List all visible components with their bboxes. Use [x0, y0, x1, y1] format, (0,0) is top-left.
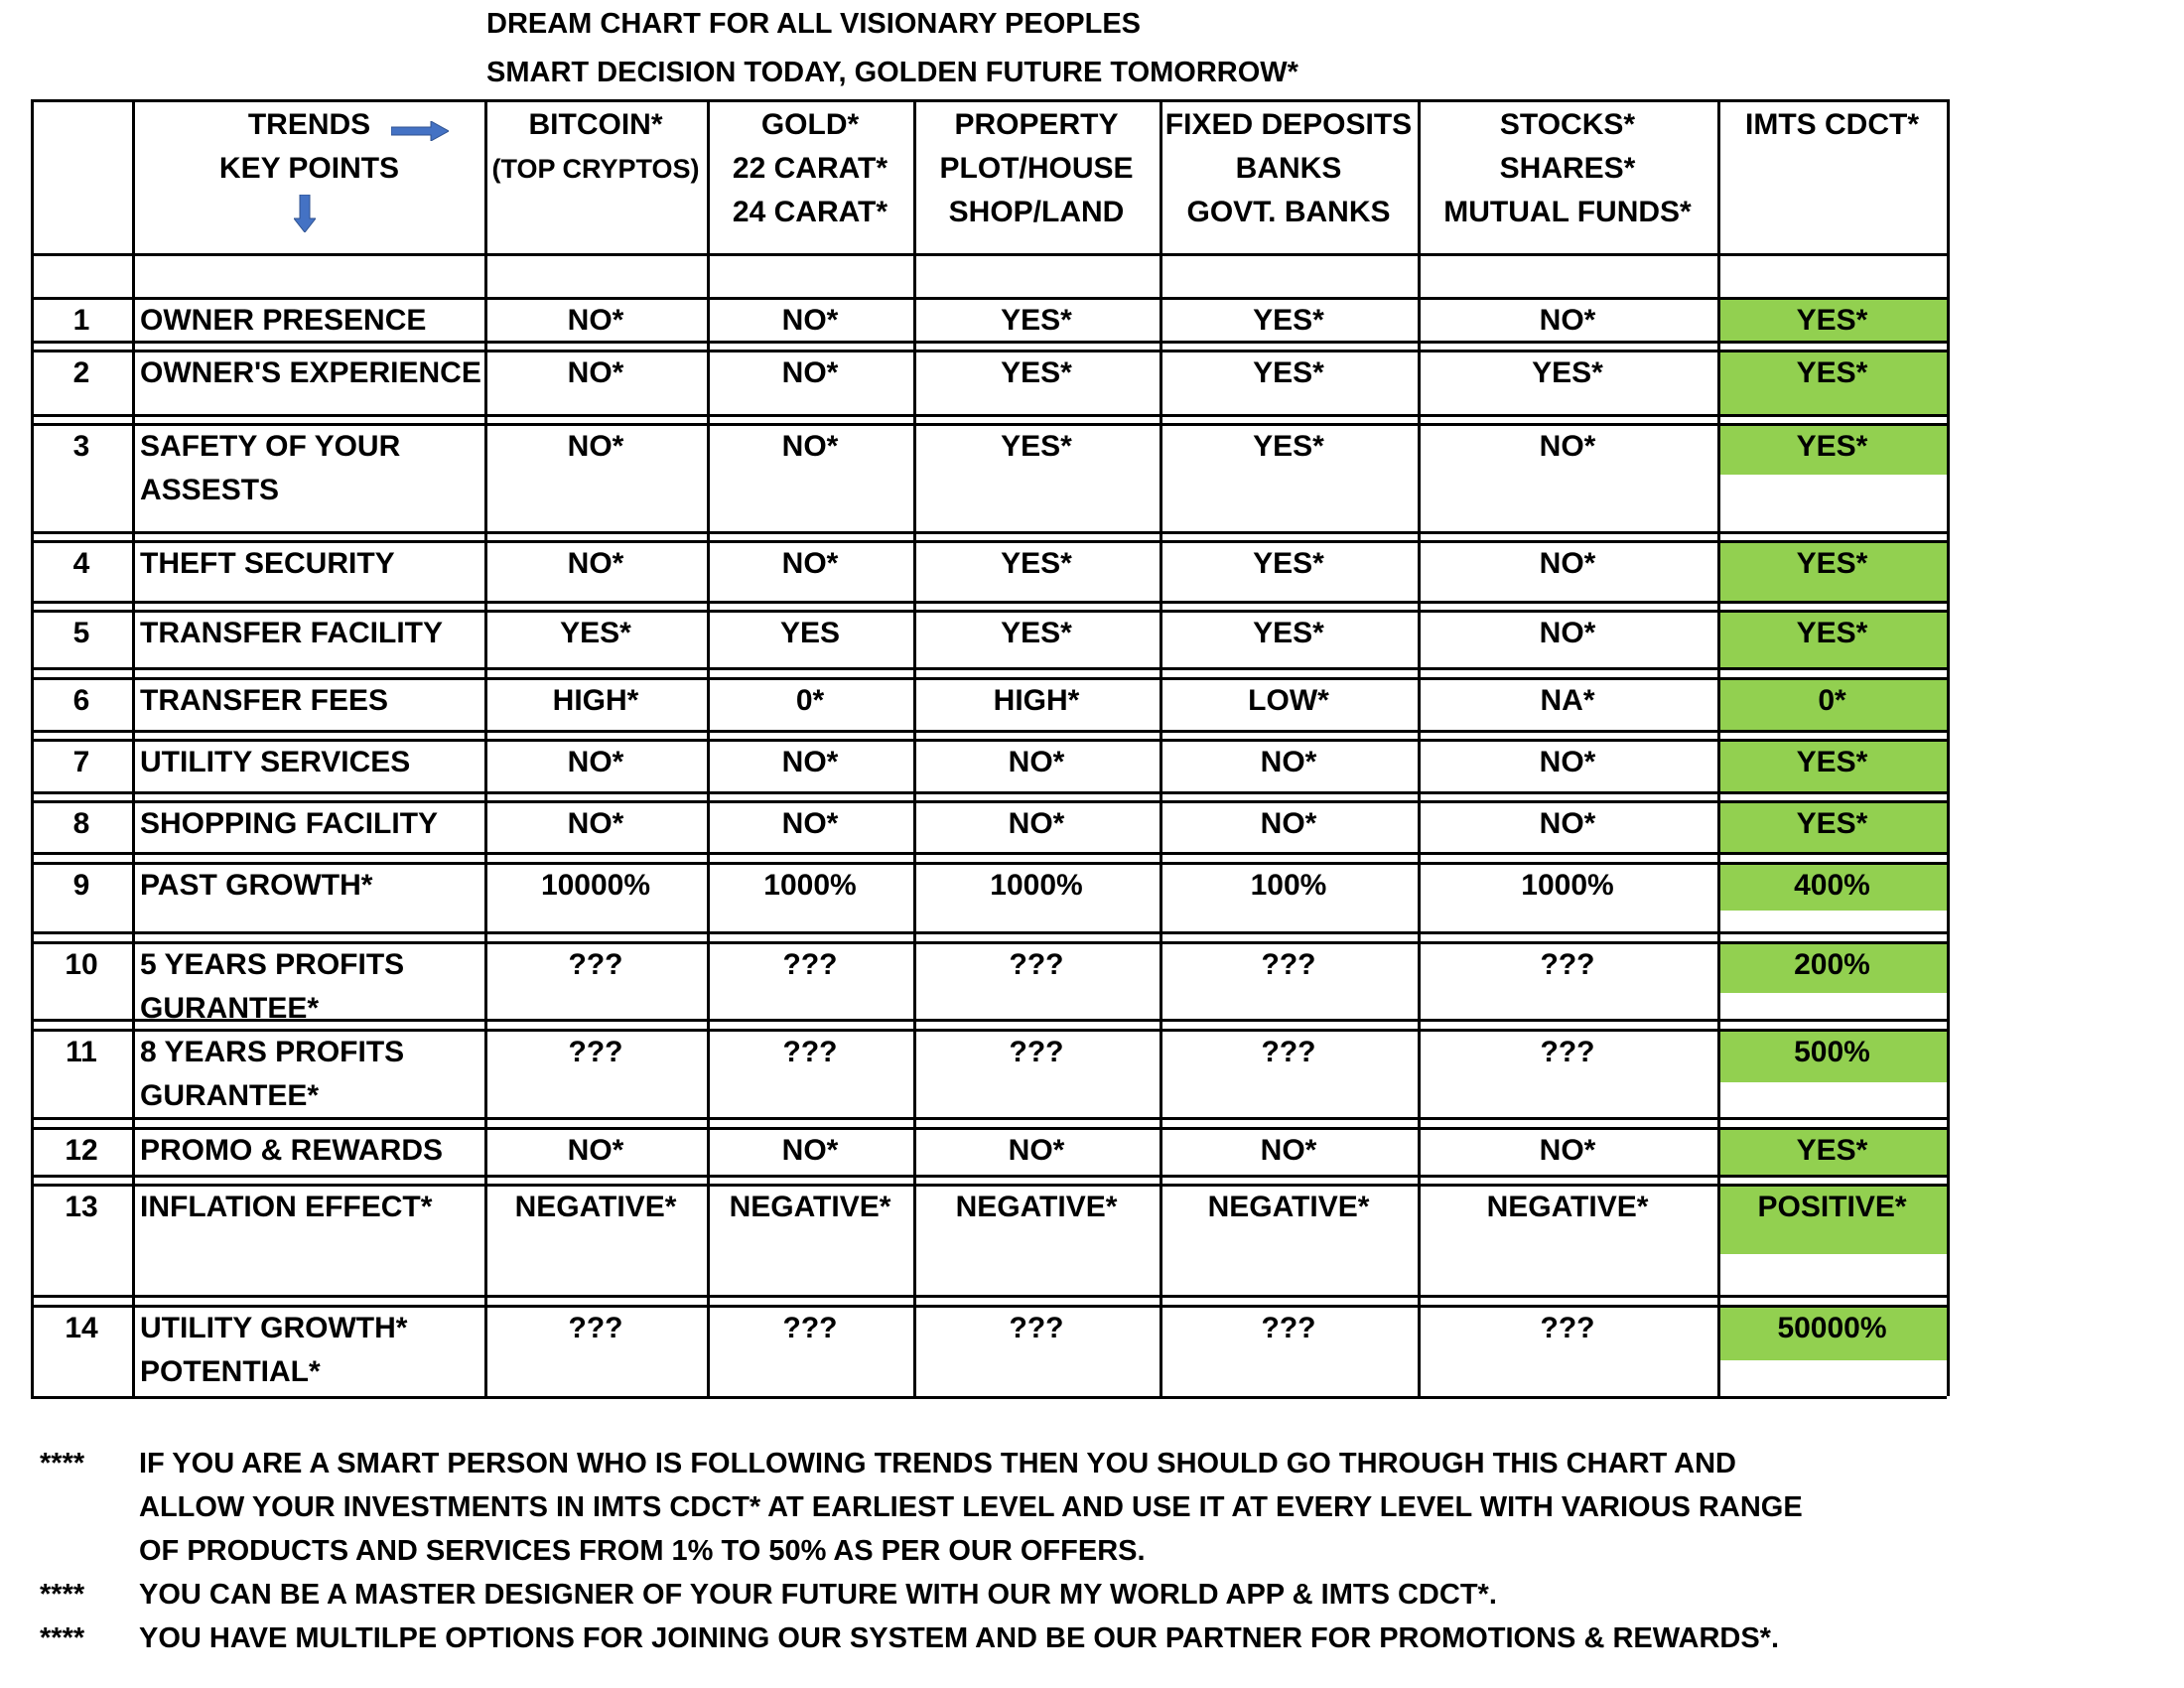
value-cell: YES* [1253, 617, 1324, 649]
note-text: IF YOU ARE A SMART PERSON WHO IS FOLLOWING TRENDS THEN YOU SHOULD GO THROUGH THIS CHART AND [139, 1448, 1736, 1479]
column-header-text: FIXED DEPOSITS [1164, 108, 1413, 141]
imts-value-cell: YES* [1796, 356, 1868, 389]
grid-line-horizontal [31, 791, 1947, 794]
value-cell: ??? [1540, 948, 1595, 981]
column-header-text: 24 CARAT* [732, 196, 888, 228]
row-label: ASSESTS [140, 474, 280, 506]
chart-title: DREAM CHART FOR ALL VISIONARY PEOPLES [486, 8, 1141, 40]
imts-value-cell: YES* [1796, 304, 1868, 337]
value-cell: NO* [1008, 807, 1065, 840]
arrow-down-icon [294, 195, 316, 232]
value-cell: NO* [1539, 547, 1596, 580]
grid-line-horizontal [31, 730, 1947, 733]
row-number: 10 [65, 948, 98, 981]
row-label: POTENTIAL* [140, 1355, 321, 1388]
row-number: 6 [72, 684, 90, 717]
value-cell: YES* [1253, 430, 1324, 463]
column-header-text: SHARES* [1499, 152, 1636, 185]
row-label: THEFT SECURITY [140, 547, 395, 580]
imts-value-cell: YES* [1796, 1134, 1868, 1167]
value-cell: HIGH* [993, 684, 1080, 717]
value-cell: LOW* [1248, 684, 1329, 717]
column-header-text: SHOP/LAND [948, 196, 1125, 228]
grid-line-horizontal [31, 667, 1947, 670]
value-cell: 10000% [540, 869, 651, 902]
grid-line-horizontal [31, 1295, 1947, 1298]
imts-value-cell: POSITIVE* [1757, 1191, 1907, 1223]
row-number: 1 [72, 304, 90, 337]
imts-value-cell: 200% [1794, 948, 1870, 981]
value-cell: NO* [1539, 807, 1596, 840]
value-cell: YES* [1001, 304, 1072, 337]
value-cell: 1000% [1521, 869, 1614, 902]
value-cell: NEGATIVE* [1486, 1191, 1649, 1223]
grid-line-horizontal [31, 253, 1947, 256]
grid-line-horizontal [31, 99, 1947, 102]
row-label: SHOPPING FACILITY [140, 807, 439, 840]
column-header-text: IMTS CDCT* [1745, 108, 1919, 141]
column-header-text: GOVT. BANKS [1186, 196, 1391, 228]
note-marker: **** [40, 1622, 85, 1654]
value-cell: NO* [567, 807, 624, 840]
imts-value-cell: YES* [1796, 547, 1868, 580]
row-label: GURANTEE* [140, 992, 320, 1025]
row-label: INFLATION EFFECT* [140, 1191, 433, 1223]
value-cell: ??? [1261, 1036, 1316, 1068]
imts-value-cell: YES* [1796, 746, 1868, 778]
value-cell: NO* [781, 1134, 839, 1167]
imts-value-cell: 400% [1794, 869, 1870, 902]
chart-subtitle: SMART DECISION TODAY, GOLDEN FUTURE TOMORROW* [486, 57, 1298, 88]
value-cell: ??? [568, 948, 623, 981]
row-number: 8 [72, 807, 90, 840]
row-label: GURANTEE* [140, 1079, 320, 1112]
row-label: TRANSFER FEES [140, 684, 389, 717]
value-cell: ??? [1009, 1312, 1064, 1344]
value-cell: YES* [1001, 356, 1072, 389]
note-text: YOU CAN BE A MASTER DESIGNER OF YOUR FUTURE WITH OUR MY WORLD APP & IMTS CDCT*. [139, 1579, 1497, 1611]
value-cell: NEGATIVE* [514, 1191, 677, 1223]
row-label: SAFETY OF YOUR [140, 430, 401, 463]
row-number: 9 [72, 869, 90, 902]
value-cell: ??? [782, 948, 838, 981]
column-header-text: (TOP CRYPTOS) [491, 154, 700, 184]
value-cell: HIGH* [552, 684, 639, 717]
value-cell: NO* [1008, 746, 1065, 778]
row-number: 4 [72, 547, 90, 580]
row-label: OWNER'S EXPERIENCE [140, 356, 481, 389]
trends-header: TRENDS [247, 108, 371, 141]
row-number: 5 [72, 617, 90, 649]
value-cell: ??? [1261, 948, 1316, 981]
row-number: 3 [72, 430, 90, 463]
value-cell: NO* [1260, 746, 1317, 778]
value-cell: ??? [568, 1312, 623, 1344]
value-cell: NO* [567, 304, 624, 337]
column-header-text: PROPERTY [954, 108, 1119, 141]
row-label: PROMO & REWARDS [140, 1134, 444, 1167]
value-cell: NO* [1260, 1134, 1317, 1167]
value-cell: NO* [1260, 807, 1317, 840]
grid-line-horizontal [31, 531, 1947, 534]
grid-line-horizontal [31, 931, 1947, 934]
value-cell: ??? [1540, 1036, 1595, 1068]
value-cell: NEGATIVE* [955, 1191, 1118, 1223]
note-marker: **** [40, 1448, 85, 1479]
row-number: 11 [66, 1036, 97, 1068]
note-text: ALLOW YOUR INVESTMENTS IN IMTS CDCT* AT EARLIEST LEVEL AND USE IT AT EVERY LEVEL WITH VARIOUS RANGE [139, 1491, 1803, 1523]
row-label: PAST GROWTH* [140, 869, 373, 902]
value-cell: NO* [1539, 746, 1596, 778]
imts-value-cell: YES* [1796, 430, 1868, 463]
imts-value-cell: 50000% [1777, 1312, 1887, 1344]
column-header-text: BITCOIN* [528, 108, 663, 141]
value-cell: NO* [1539, 304, 1596, 337]
value-cell: YES [779, 617, 841, 649]
value-cell: ??? [568, 1036, 623, 1068]
value-cell: NO* [781, 807, 839, 840]
value-cell: ??? [1009, 948, 1064, 981]
row-number: 14 [65, 1312, 98, 1344]
value-cell: NO* [781, 304, 839, 337]
value-cell: NO* [1539, 430, 1596, 463]
row-label: UTILITY SERVICES [140, 746, 411, 778]
value-cell: NO* [567, 356, 624, 389]
imts-value-cell: 500% [1794, 1036, 1870, 1068]
row-label: 8 YEARS PROFITS [140, 1036, 405, 1068]
key-points-header: KEY POINTS [218, 152, 400, 185]
row-number: 2 [72, 356, 90, 389]
value-cell: ??? [1261, 1312, 1316, 1344]
value-cell: NO* [781, 746, 839, 778]
value-cell: YES* [1253, 356, 1324, 389]
value-cell: NO* [781, 430, 839, 463]
value-cell: NO* [567, 746, 624, 778]
row-label: TRANSFER FACILITY [140, 617, 443, 649]
grid-line-horizontal [31, 414, 1947, 417]
grid-line-horizontal [31, 1175, 1947, 1178]
value-cell: YES* [560, 617, 631, 649]
value-cell: ??? [782, 1036, 838, 1068]
value-cell: NO* [567, 1134, 624, 1167]
imts-value-cell: YES* [1796, 807, 1868, 840]
value-cell: 1000% [763, 869, 857, 902]
value-cell: ??? [782, 1312, 838, 1344]
value-cell: ??? [1009, 1036, 1064, 1068]
value-cell: NO* [1539, 1134, 1596, 1167]
value-cell: NEGATIVE* [729, 1191, 891, 1223]
row-label: 5 YEARS PROFITS [140, 948, 405, 981]
value-cell: NO* [567, 430, 624, 463]
value-cell: YES* [1253, 547, 1324, 580]
value-cell: YES* [1253, 304, 1324, 337]
column-header-text: PLOT/HOUSE [939, 152, 1134, 185]
arrow-right-icon [391, 121, 449, 141]
value-cell: YES* [1001, 547, 1072, 580]
grid-line-horizontal [31, 852, 1947, 855]
value-cell: 1000% [990, 869, 1083, 902]
value-cell: NO* [1539, 617, 1596, 649]
note-marker: **** [40, 1579, 85, 1611]
column-header-text: STOCKS* [1499, 108, 1636, 141]
row-number: 7 [72, 746, 90, 778]
value-cell: NO* [1008, 1134, 1065, 1167]
value-cell: YES* [1001, 617, 1072, 649]
value-cell: NO* [781, 356, 839, 389]
value-cell: ??? [1540, 1312, 1595, 1344]
imts-value-cell: YES* [1796, 617, 1868, 649]
row-label: OWNER PRESENCE [140, 304, 427, 337]
row-number: 13 [65, 1191, 98, 1223]
grid-line-vertical [1947, 99, 1950, 1396]
value-cell: YES* [1001, 430, 1072, 463]
value-cell: NO* [567, 547, 624, 580]
grid-line-vertical [132, 99, 135, 1396]
row-number: 12 [65, 1134, 98, 1167]
value-cell: 100% [1250, 869, 1327, 902]
column-header-text: BANKS [1235, 152, 1342, 185]
value-cell: NEGATIVE* [1207, 1191, 1370, 1223]
note-text: OF PRODUCTS AND SERVICES FROM 1% TO 50% AS PER OUR OFFERS. [139, 1535, 1146, 1567]
column-header-text: MUTUAL FUNDS* [1443, 196, 1692, 228]
grid-line-horizontal [31, 1396, 1947, 1399]
column-header-text: GOLD* [760, 108, 860, 141]
note-text: YOU HAVE MULTILPE OPTIONS FOR JOINING OUR SYSTEM AND BE OUR PARTNER FOR PROMOTIONS & REWARDS*. [139, 1622, 1780, 1654]
column-header-text: 22 CARAT* [732, 152, 888, 185]
value-cell: YES* [1532, 356, 1603, 389]
value-cell: NA* [1540, 684, 1595, 717]
row-label: UTILITY GROWTH* [140, 1312, 408, 1344]
grid-line-horizontal [31, 601, 1947, 604]
value-cell: NO* [781, 547, 839, 580]
imts-value-cell: 0* [1818, 684, 1846, 717]
value-cell: 0* [795, 684, 825, 717]
